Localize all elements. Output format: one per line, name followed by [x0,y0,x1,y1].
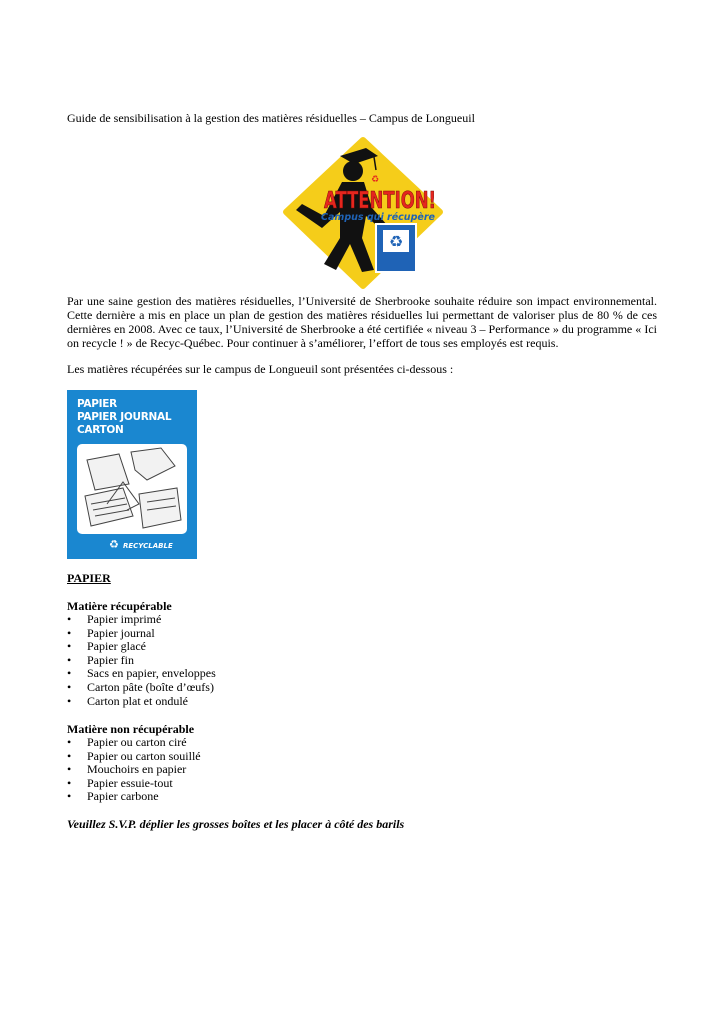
list-item: • Papier ou carton ciré [67,736,201,750]
person-head-icon [343,161,363,181]
lead-sentence: Les matières récupérées sur le campus de Longueuil sont présentées ci-dessous : [67,362,454,376]
instruction-note: Veuillez S.V.P. déplier les grosses boîtes et les placer à côté des barils [67,817,405,831]
list-item: • Sacs en papier, enveloppes [67,667,216,681]
intro-paragraph: Par une saine gestion des matières résiduelles, l’Université de Sherbrooke souhaite réduire son impact environnemental. Cette dernière a mis en place un plan de gestion des matières résiduelles lui permettant de valoriser plus de 80 % de ces dernières en 2008. Avec ce taux, l’Université de Sherbrooke a été certifiée « niveau 3 – Performance » du programme « Ici on recycle ! » de Recyc-Québec. Pour continuer à s’améliorer, l’effort de tous ses employés est requis. [67,294,657,350]
poster-line: CARTON [77,424,124,436]
list-item: • Papier fin [67,654,216,668]
logo-title: ATTENTION! [324,188,436,214]
list-item: • Papier essuie-tout [67,777,201,791]
section-title: PAPIER [67,571,111,585]
paper-items-icon [85,448,181,528]
list-item: • Papier carbone [67,790,201,804]
list-item: • Carton plat et ondulé [67,695,216,709]
paper-recycling-poster [67,390,197,559]
recoverable-heading: Matière récupérable [67,599,172,613]
poster-illustration [77,444,187,534]
document-header: Guide de sensibilisation à la gestion des matières résiduelles – Campus de Longueuil [67,111,475,125]
non-recoverable-list [67,736,201,804]
list-item: • Mouchoirs en papier [67,763,201,777]
non-recoverable-heading: Matière non récupérable [67,722,195,736]
poster-line: PAPIER [77,398,117,410]
list-item: • Carton pâte (boîte d’œufs) [67,681,216,695]
poster-line: PAPIER JOURNAL [77,411,172,423]
bin-recycle-icon: ♻ [388,232,404,251]
list-item: • Papier journal [67,627,216,641]
recoverable-list [67,613,216,708]
list-item: • Papier ou carton souillé [67,750,201,764]
recycle-icon: ♻ [109,539,119,551]
poster-footer: RECYCLABLE [123,542,173,550]
logo-subtitle: Campus qui récupère [321,212,441,223]
attention-campus-logo [282,138,444,288]
list-item: • Papier imprimé [67,613,216,627]
svg-text:♻: ♻ [371,175,380,185]
list-item: • Papier glacé [67,640,216,654]
poster-titles [77,398,171,437]
